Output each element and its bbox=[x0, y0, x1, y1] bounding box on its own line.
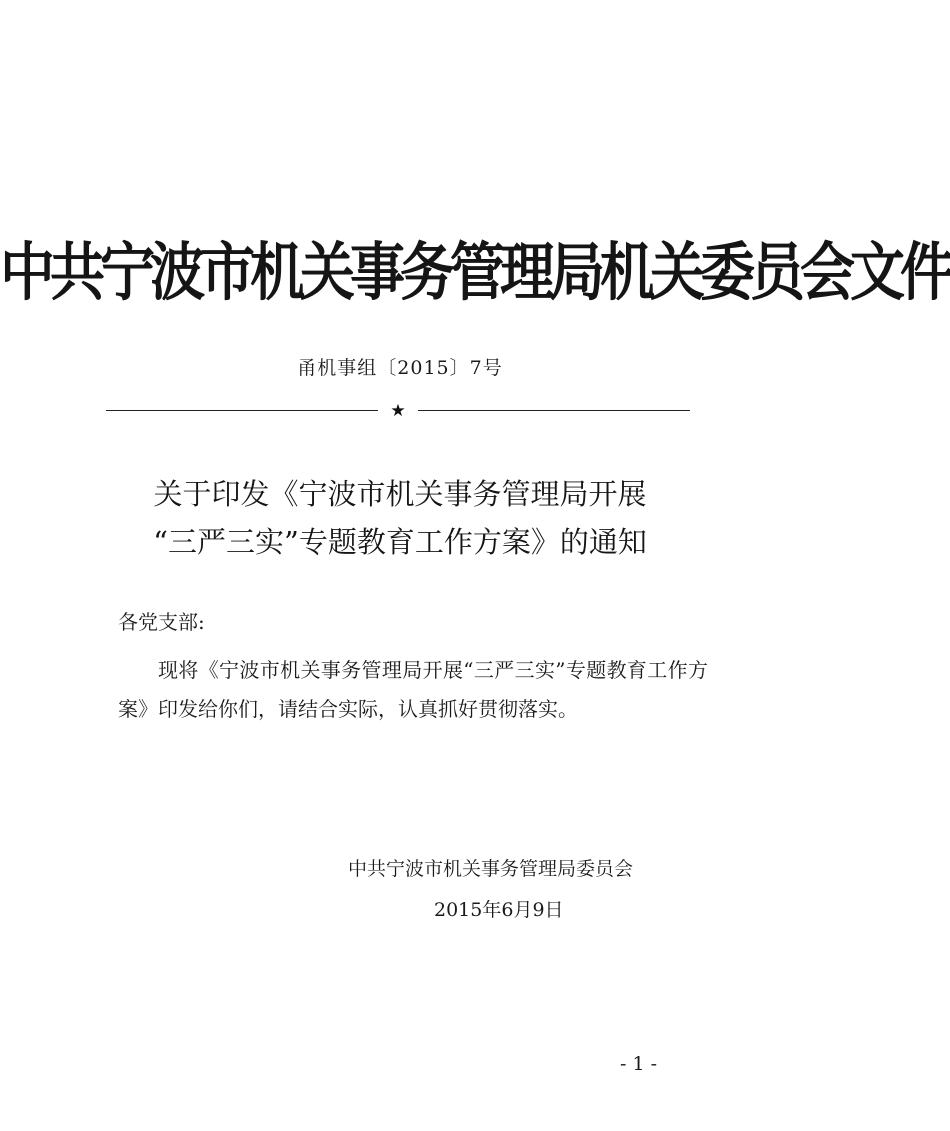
notice-title-line-1: 关于印发《宁波市机关事务管理局开展 bbox=[153, 477, 647, 511]
divider-line-right bbox=[418, 410, 690, 411]
notice-title-line-2: “三严三实”专题教育工作方案》的通知 bbox=[153, 525, 647, 559]
notice-title bbox=[0, 470, 800, 566]
star-icon: ★ bbox=[390, 401, 406, 421]
divider-line-left bbox=[106, 410, 378, 411]
document-number: 甬机事组〔2015〕7号 bbox=[297, 357, 503, 379]
body-paragraph: 现将《宁波市机关事务管理局开展“三严三实”专题教育工作方案》印发给你们，请结合实际，认真抓好贯彻落实。 bbox=[118, 658, 708, 721]
red-header-title: 中共宁波市机关事务管理局机关委员会文件 bbox=[0, 235, 950, 309]
page-number: - 1 - bbox=[620, 1053, 658, 1075]
signature-organization: 中共宁波市机关事务管理局委员会 bbox=[348, 858, 634, 880]
header-divider bbox=[106, 399, 690, 423]
addressee: 各党支部: bbox=[118, 610, 205, 634]
signature-date: 2015年6月9日 bbox=[434, 899, 564, 921]
